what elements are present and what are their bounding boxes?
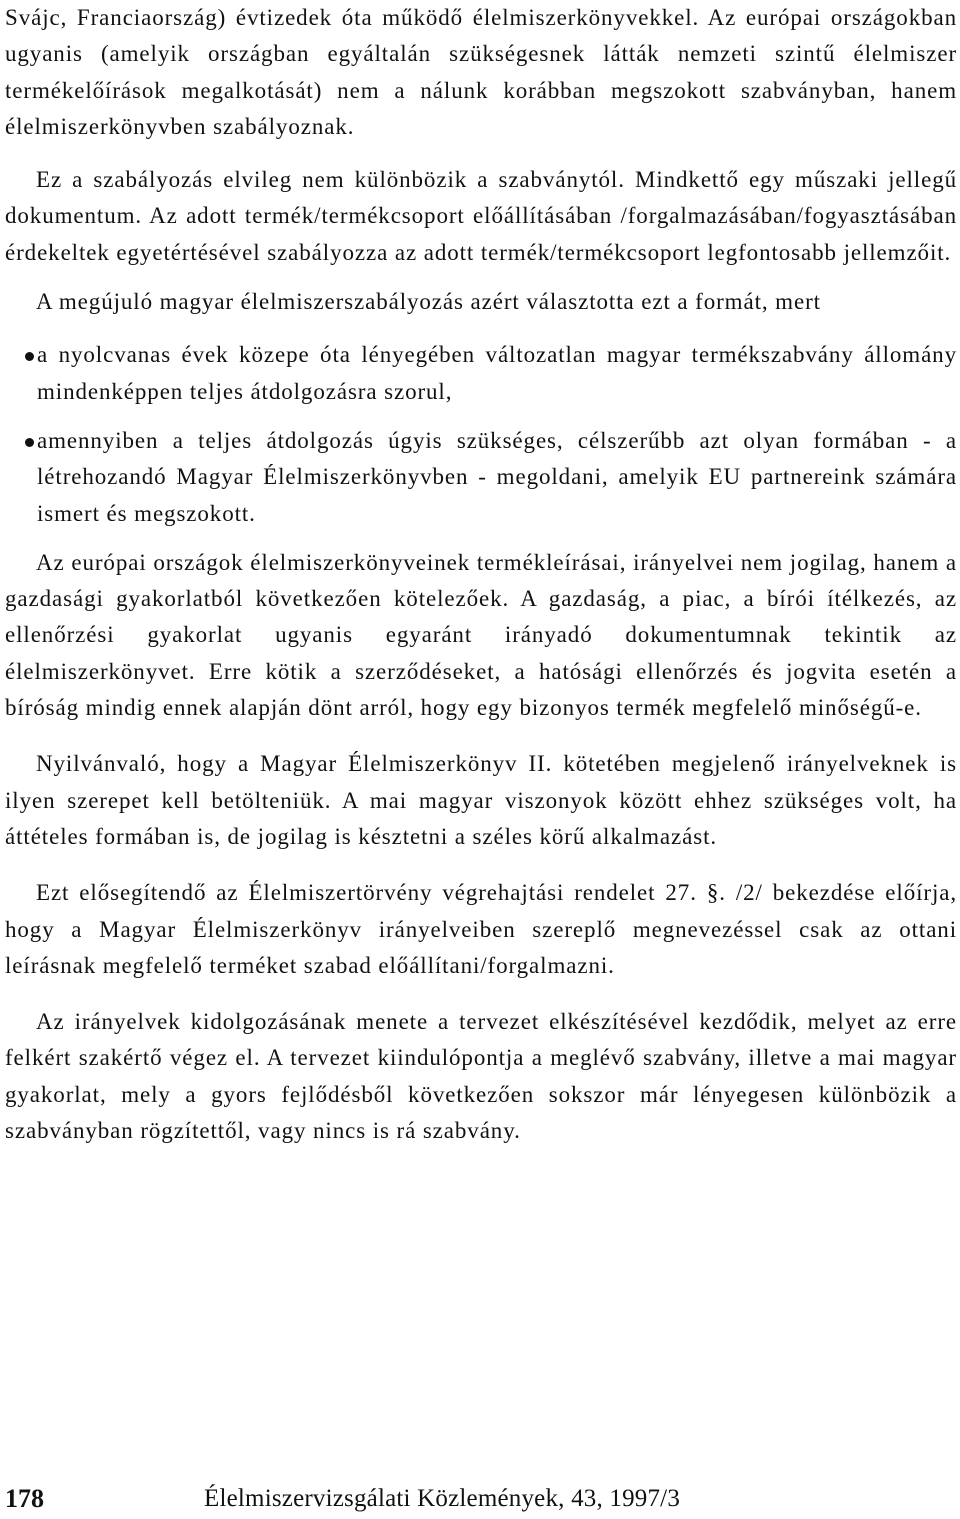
paragraph-legal-basis: Ezt elősegítendő az Élelmiszertörvény végrehajtási rendelet 27. §. /2/ bekezdése előírja, hogy a Magyar Élelmiszerkönyv irányelveiben szereplő megnevezéssel csak az ottani leírásnak megfelelő terméket szabad előállítani/forgalmazni. — [5, 880, 957, 978]
page-footer — [5, 1481, 957, 1517]
paragraph-regulation-comparison: Ez a szabályozás elvileg nem különbözik a szabványtól. Mindkettő egy műszaki jellegű dokumentum. Az adott termék/termékcsoport előállításában /forgalmazásában/fogyasztásában érdekeltek egyetértésével szabályozza az adott termék/termékcsoport legfontosabb jellemzőit. — [5, 167, 957, 265]
bullet-icon — [25, 352, 34, 361]
paragraph-hungarian-role: Nyilvánvaló, hogy a Magyar Élelmiszerkönyv II. kötetében megjelenő irányelveknek is ilyen szerepet kell betölteniük. A mai magyar viszonyok között ehhez szükséges volt, ha áttételes formában is, de jogilag is késztetni a széles körű alkalmazást. — [5, 751, 957, 849]
list-item-text: amennyiben a teljes átdolgozás úgyis szükséges, célszerűbb azt olyan formában - a létrehozandó Magyar Élelmiszerkönyvben - megoldani, amelyik EU partnereink számára ismert és megszokott. — [37, 427, 957, 526]
page-number: 178 — [5, 1484, 44, 1513]
list-item — [5, 337, 957, 410]
paragraph-reason-intro: A megújuló magyar élelmiszerszabályozás azért választotta ezt a formát, mert — [36, 289, 821, 315]
list-item-text: a nyolcvanas évek közepe óta lényegében változatlan magyar termékszabvány állomány mindenképpen teljes átdolgozásra szorul, — [37, 342, 957, 404]
paragraph-continuation: Svájc, Franciaország) évtizedek óta működő élelmiszerkönyvekkel. Az európai országokban ugyanis (amelyik országban egyáltalán szükségesnek látták nemzeti szintű élelmiszer termékelőírások megalkotását) nem a nálunk korábban megszokott szabványban, hanem élelmiszerkönyvben szabályoznak. — [5, 5, 957, 139]
paragraph-european-practice: Az európai országok élelmiszerkönyveinek termékleírásai, irányelvei nem jogilag, hanem a gazdasági gyakorlatból következően kötelezőek. A gazdaság, a piac, a bírói ítélkezés, az ellenőrzési gyakorlat ugyanis egyaránt irányadó dokumentumnak tekintik az élelmiszerkönyvet. Erre kötik a szerződéseket, a hatósági ellenőrzés és jogvita esetén a bíróság mindig ennek alapján dönt arról, hogy egy bizonyos termék megfelelő minőségű-e. — [5, 549, 957, 721]
journal-citation: Élelmiszervizsgálati Közlemények, 43, 1997/3 — [204, 1485, 681, 1512]
reason-list — [5, 337, 957, 531]
bullet-icon — [25, 438, 34, 447]
list-item — [5, 423, 957, 532]
document-body — [5, 0, 957, 1149]
paragraph-drafting-process: Az irányelvek kidolgozásának menete a tervezet elkészítésével kezdődik, melyet az erre felkért szakértő végez el. A tervezet kiindulópontja a meglévő szabvány, illetve a mai magyar gyakorlat, mely a gyors fejlődésből következően sokszor már lényegesen különbözik a szabványban rögzítettől, vagy nincs is rá szabvány. — [5, 1009, 957, 1144]
